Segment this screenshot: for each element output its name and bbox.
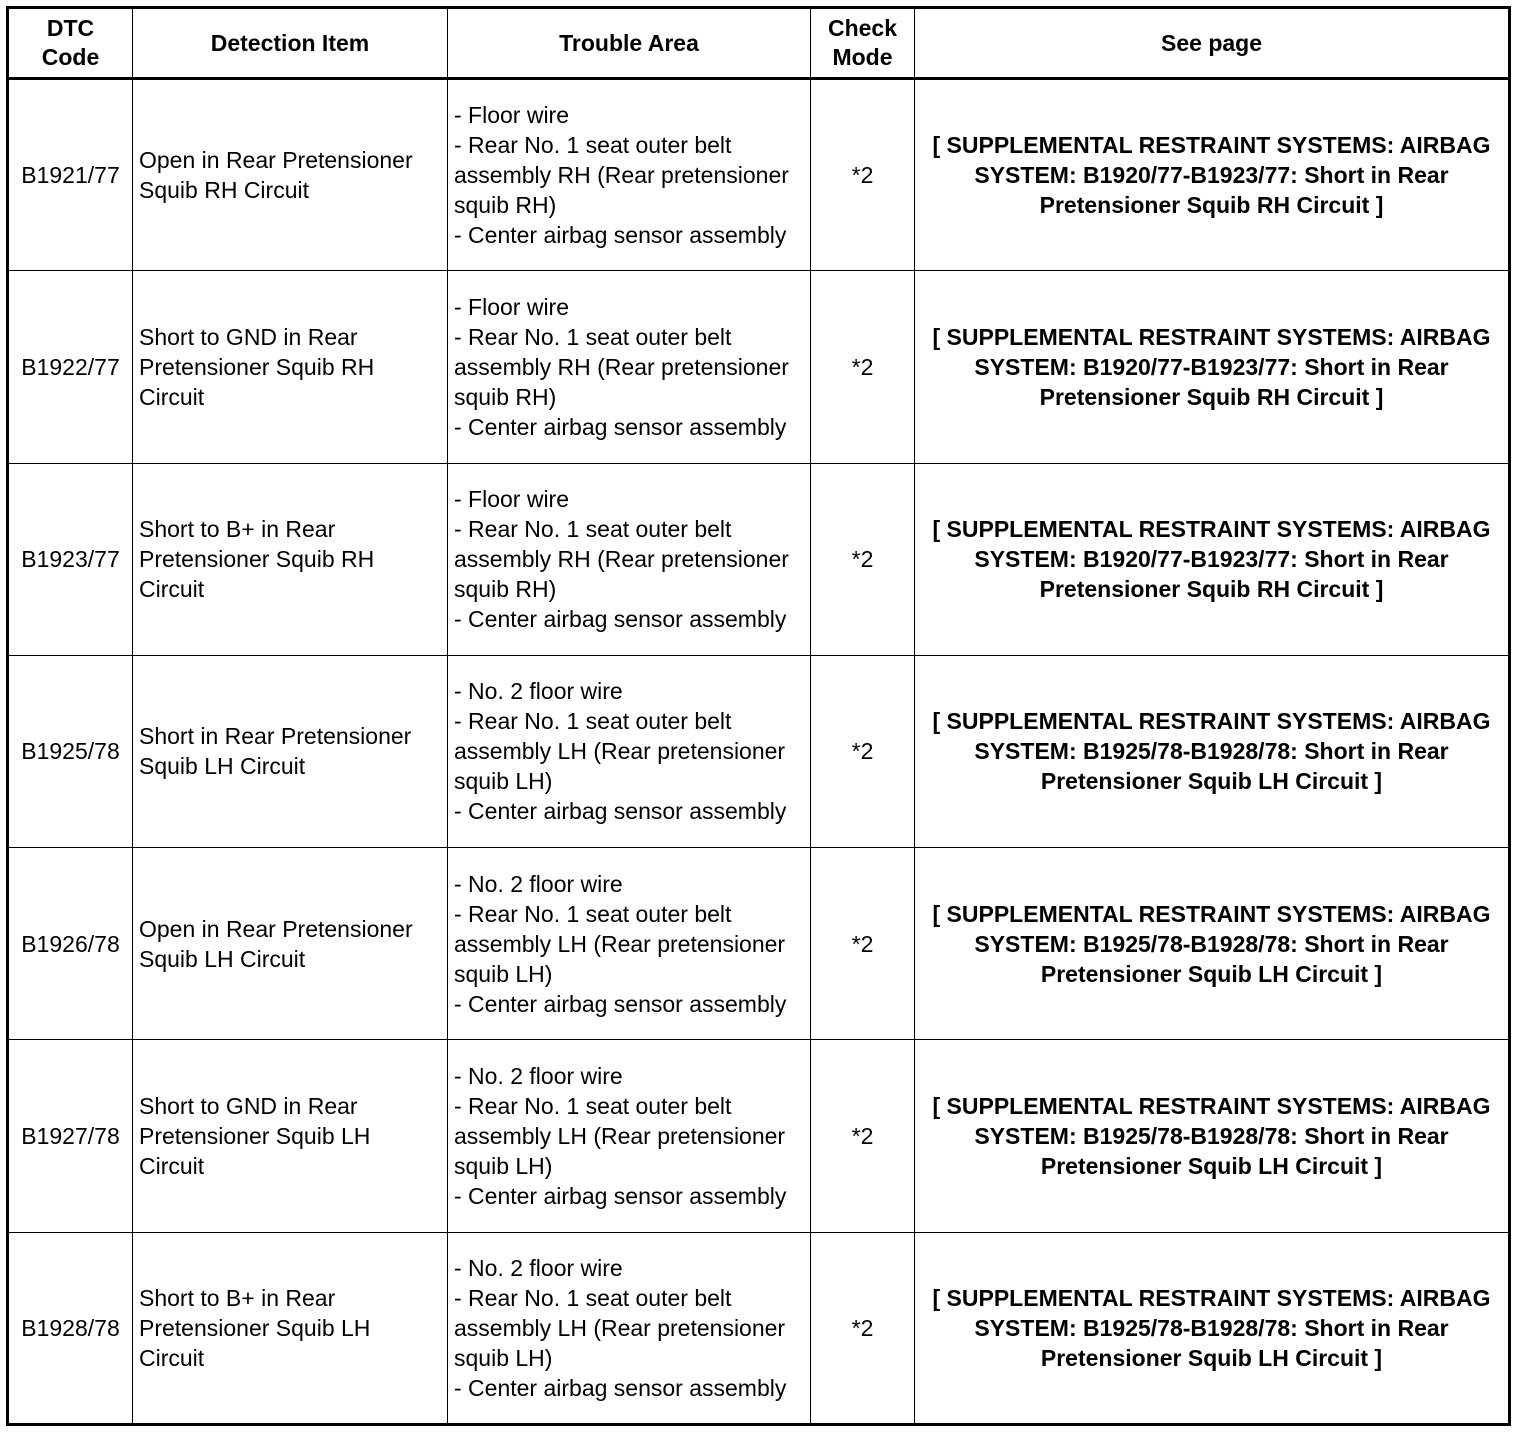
header-row <box>8 8 1510 79</box>
see-page-cell: [ SUPPLEMENTAL RESTRAINT SYSTEMS: AIRBAG SYSTEM: B1925/78-B1928/78: Short in Rear Pretensioner Squib LH Circuit ] <box>915 655 1510 847</box>
trouble-area-line: - Rear No. 1 seat outer belt assembly RH (Rear pretensioner squib RH) <box>454 323 789 410</box>
table-row <box>8 271 1510 463</box>
header-see-page: See page <box>915 8 1510 79</box>
dtc-code-cell: B1921/77 <box>8 79 133 271</box>
trouble-area-line: - Center airbag sensor assembly <box>454 798 787 825</box>
trouble-area-cell <box>448 1232 811 1424</box>
check-mode-cell: *2 <box>811 1040 915 1232</box>
table-row <box>8 848 1510 1040</box>
dtc-code-cell: B1922/77 <box>8 271 133 463</box>
detection-item-cell: Short to GND in Rear Pretensioner Squib RH Circuit <box>133 271 448 463</box>
check-mode-cell: *2 <box>811 463 915 655</box>
detection-item-cell: Short in Rear Pretensioner Squib LH Circuit <box>133 655 448 847</box>
header-check-mode-line1: Check <box>827 15 898 41</box>
header-trouble-area: Trouble Area <box>448 8 811 79</box>
see-page-cell: [ SUPPLEMENTAL RESTRAINT SYSTEMS: AIRBAG SYSTEM: B1920/77-B1923/77: Short in Rear Pretensioner Squib RH Circuit ] <box>915 271 1510 463</box>
dtc-code-cell: B1926/78 <box>8 848 133 1040</box>
header-dtc-code-line2: Code <box>41 44 100 70</box>
see-page-cell: [ SUPPLEMENTAL RESTRAINT SYSTEMS: AIRBAG SYSTEM: B1925/78-B1928/78: Short in Rear Pretensioner Squib LH Circuit ] <box>915 1040 1510 1232</box>
trouble-area-line: - Center airbag sensor assembly <box>454 990 787 1017</box>
trouble-area-line: - Center airbag sensor assembly <box>454 1183 787 1210</box>
header-dtc-code-line1: DTC <box>46 15 95 41</box>
detection-item-cell: Short to B+ in Rear Pretensioner Squib RH Circuit <box>133 463 448 655</box>
header-check-mode-line2: Mode <box>832 44 893 70</box>
detection-item-cell: Short to GND in Rear Pretensioner Squib LH Circuit <box>133 1040 448 1232</box>
trouble-area-line: - Center airbag sensor assembly <box>454 1374 787 1401</box>
trouble-area-line: - No. 2 floor wire <box>454 1254 623 1281</box>
trouble-area-line: - Rear No. 1 seat outer belt assembly LH (Rear pretensioner squib LH) <box>454 1284 786 1371</box>
detection-item-cell: Open in Rear Pretensioner Squib RH Circuit <box>133 79 448 271</box>
see-page-cell: [ SUPPLEMENTAL RESTRAINT SYSTEMS: AIRBAG SYSTEM: B1920/77-B1923/77: Short in Rear Pretensioner Squib RH Circuit ] <box>915 79 1510 271</box>
trouble-area-cell <box>448 848 811 1040</box>
see-page-cell: [ SUPPLEMENTAL RESTRAINT SYSTEMS: AIRBAG SYSTEM: B1920/77-B1923/77: Short in Rear Pretensioner Squib RH Circuit ] <box>915 463 1510 655</box>
trouble-area-line: - Floor wire <box>454 102 570 129</box>
trouble-area-line: - No. 2 floor wire <box>454 678 623 705</box>
trouble-area-line: - Rear No. 1 seat outer belt assembly RH (Rear pretensioner squib RH) <box>454 132 789 219</box>
dtc-code-cell: B1923/77 <box>8 463 133 655</box>
table-row <box>8 1232 1510 1424</box>
trouble-area-cell <box>448 79 811 271</box>
trouble-area-line: - Center airbag sensor assembly <box>454 222 787 249</box>
trouble-area-line: - Floor wire <box>454 293 570 320</box>
dtc-table <box>6 6 1511 1426</box>
check-mode-cell: *2 <box>811 271 915 463</box>
see-page-cell: [ SUPPLEMENTAL RESTRAINT SYSTEMS: AIRBAG SYSTEM: B1925/78-B1928/78: Short in Rear Pretensioner Squib LH Circuit ] <box>915 848 1510 1040</box>
table-row <box>8 79 1510 271</box>
check-mode-cell: *2 <box>811 1232 915 1424</box>
detection-item-cell: Short to B+ in Rear Pretensioner Squib LH Circuit <box>133 1232 448 1424</box>
see-page-cell: [ SUPPLEMENTAL RESTRAINT SYSTEMS: AIRBAG SYSTEM: B1925/78-B1928/78: Short in Rear Pretensioner Squib LH Circuit ] <box>915 1232 1510 1424</box>
header-dtc-code <box>8 8 133 79</box>
header-check-mode <box>811 8 915 79</box>
table-row <box>8 655 1510 847</box>
trouble-area-line: - Center airbag sensor assembly <box>454 413 787 440</box>
trouble-area-line: - No. 2 floor wire <box>454 870 623 897</box>
trouble-area-line: - Rear No. 1 seat outer belt assembly LH (Rear pretensioner squib LH) <box>454 1093 786 1180</box>
table-body <box>8 79 1510 1425</box>
dtc-code-cell: B1925/78 <box>8 655 133 847</box>
check-mode-cell: *2 <box>811 79 915 271</box>
trouble-area-line: - Floor wire <box>454 486 570 513</box>
detection-item-cell: Open in Rear Pretensioner Squib LH Circuit <box>133 848 448 1040</box>
trouble-area-line: - Rear No. 1 seat outer belt assembly RH (Rear pretensioner squib RH) <box>454 516 789 603</box>
trouble-area-line: - Rear No. 1 seat outer belt assembly LH (Rear pretensioner squib LH) <box>454 900 786 987</box>
table-row <box>8 463 1510 655</box>
table-header <box>8 8 1510 79</box>
trouble-area-line: - No. 2 floor wire <box>454 1063 623 1090</box>
dtc-code-cell: B1927/78 <box>8 1040 133 1232</box>
trouble-area-cell <box>448 271 811 463</box>
trouble-area-cell <box>448 655 811 847</box>
trouble-area-cell <box>448 1040 811 1232</box>
table-row <box>8 1040 1510 1232</box>
trouble-area-line: - Center airbag sensor assembly <box>454 606 787 633</box>
header-detection-item: Detection Item <box>133 8 448 79</box>
check-mode-cell: *2 <box>811 655 915 847</box>
dtc-code-cell: B1928/78 <box>8 1232 133 1424</box>
trouble-area-line: - Rear No. 1 seat outer belt assembly LH (Rear pretensioner squib LH) <box>454 708 786 795</box>
trouble-area-cell <box>448 463 811 655</box>
check-mode-cell: *2 <box>811 848 915 1040</box>
